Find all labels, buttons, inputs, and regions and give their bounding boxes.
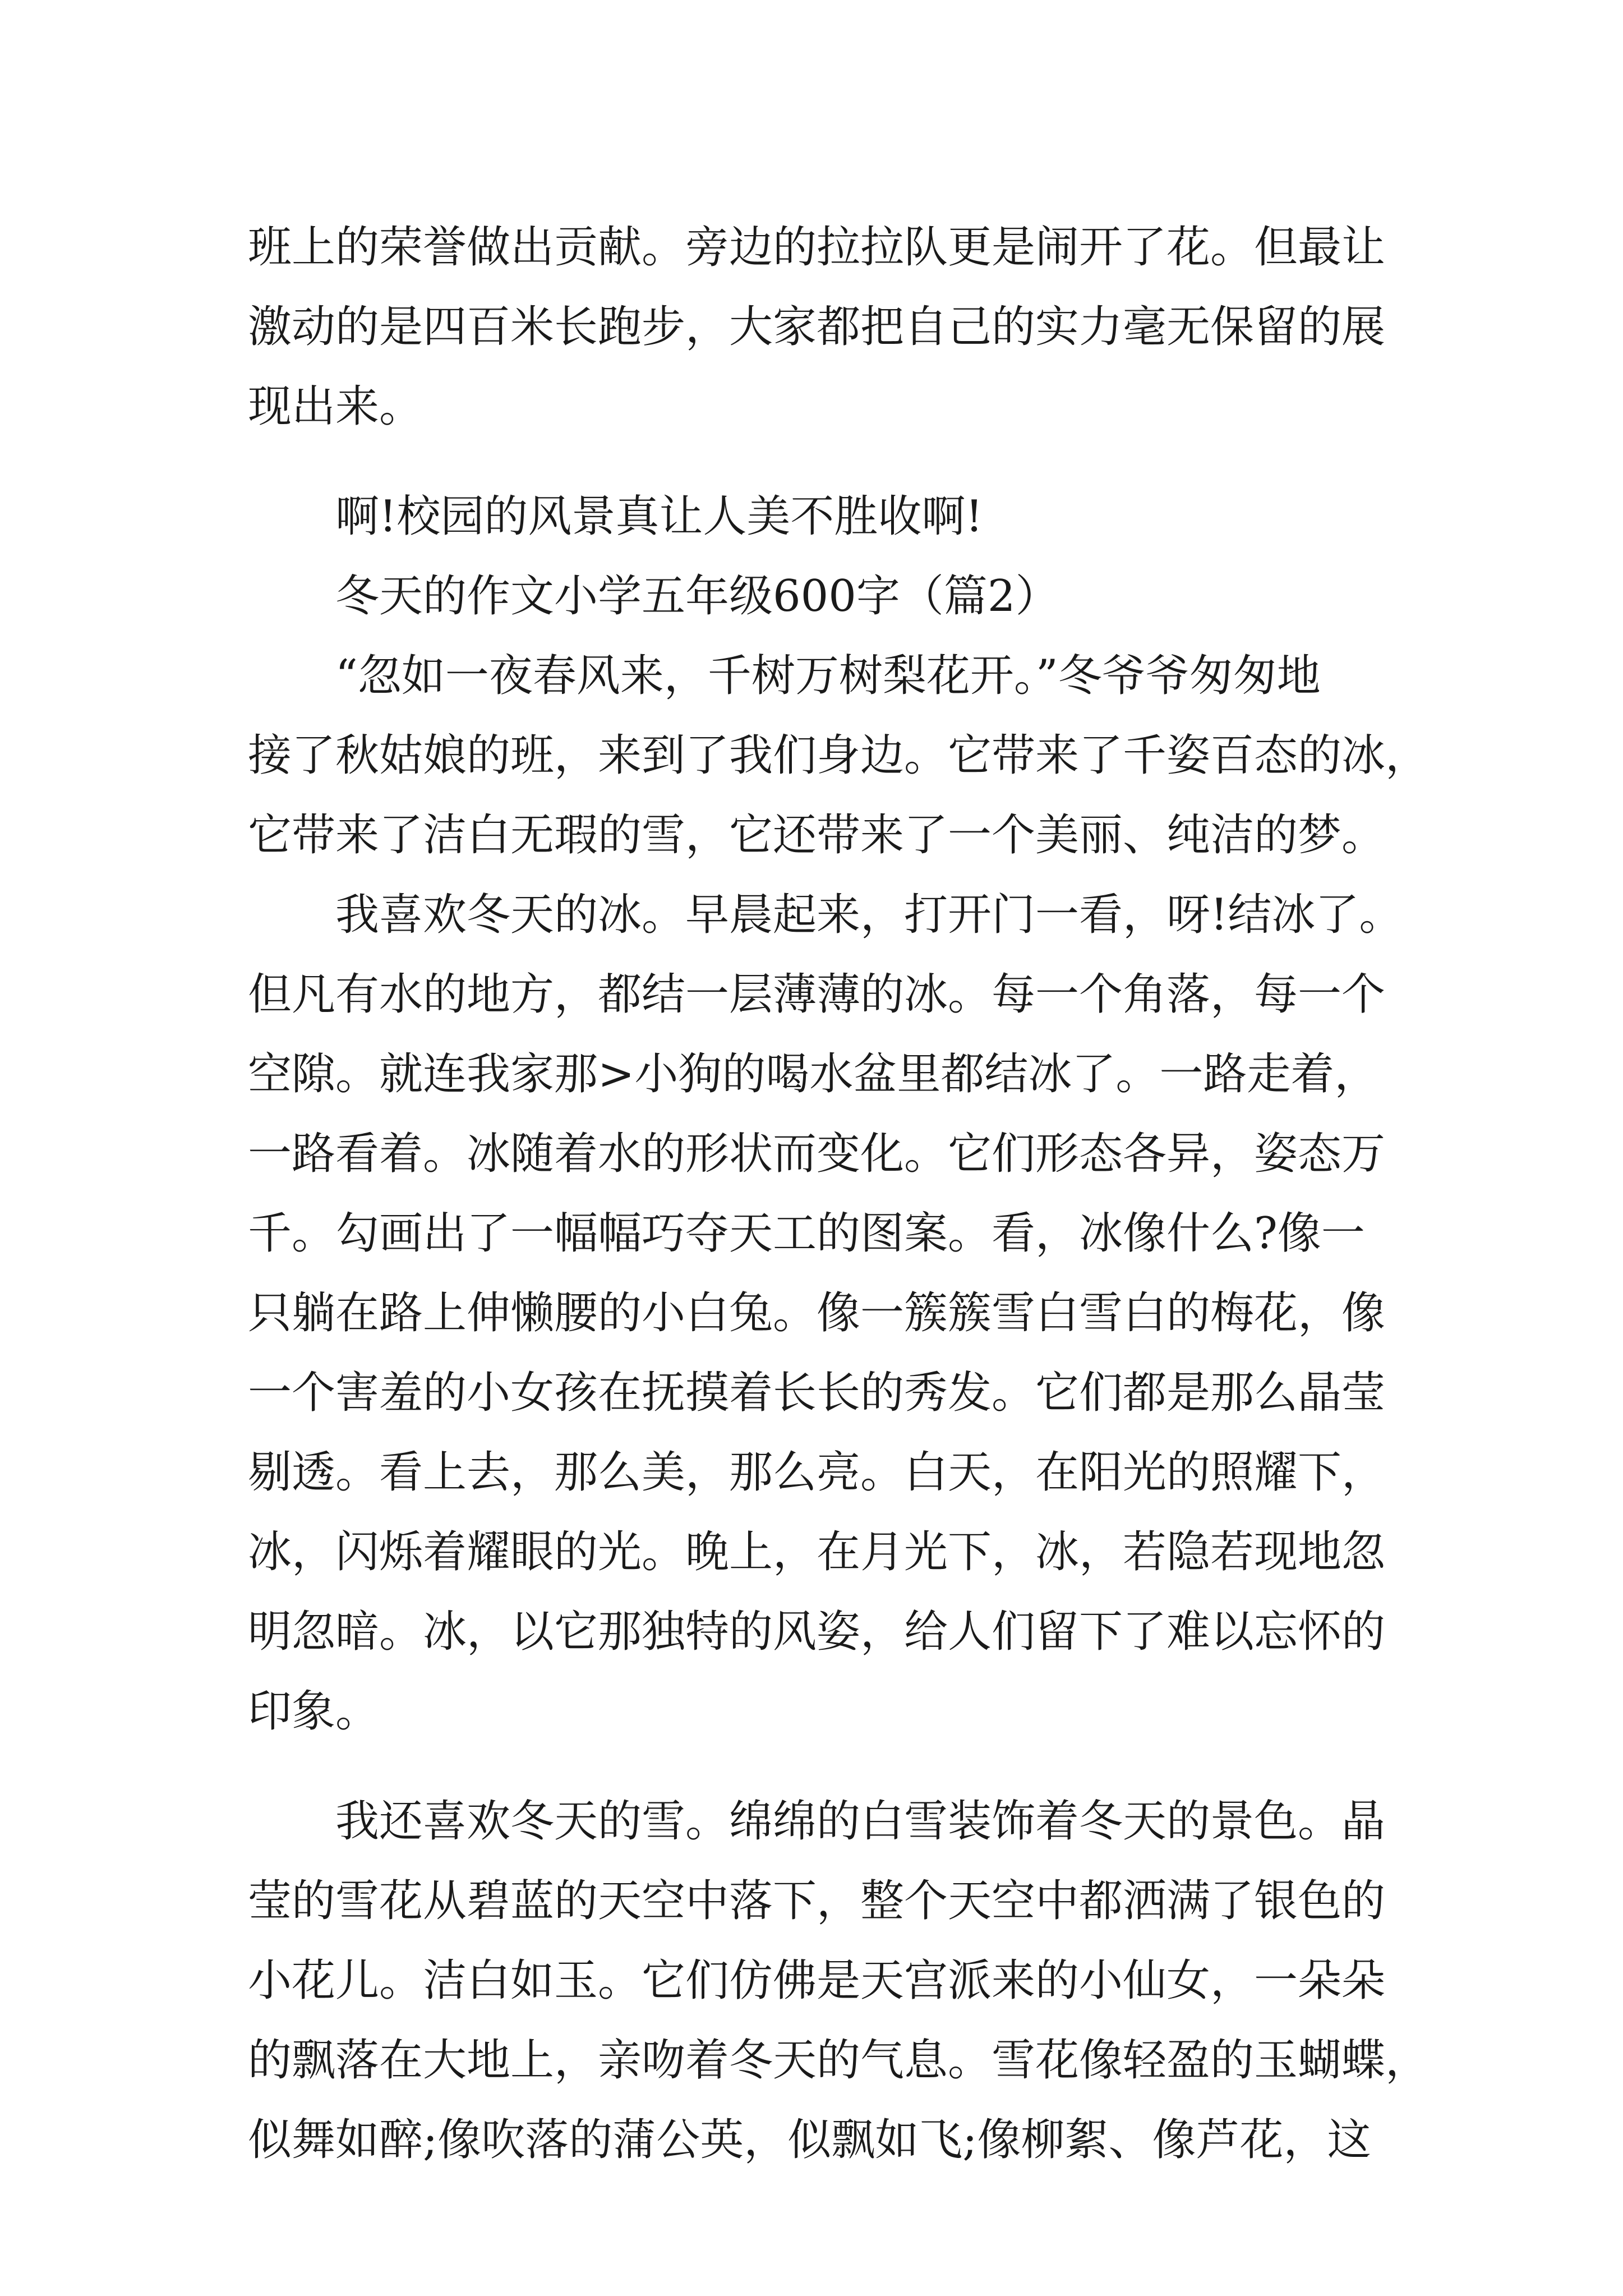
text-line: 接了秋姑娘的班，来到了我们身边。它带来了千姿百态的冰， <box>248 730 1430 781</box>
text-line: 啊!校园的风景真让人美不胜收啊! <box>248 491 983 542</box>
text-line: 一路看着。冰随着水的形状而变化。它们形态各异，姿态万 <box>248 1129 1386 1179</box>
text-line: 的飘落在大地上，亲吻着冬天的气息。雪花像轻盈的玉蝴蝶， <box>248 2035 1430 2086</box>
document-body <box>248 208 1430 2180</box>
text-line: 小花儿。洁白如玉。它们仿佛是天宫派来的小仙女，一朵朵 <box>248 1955 1386 2006</box>
section-heading: 冬天的作文小学五年级600字（篇2） <box>248 571 1059 622</box>
text-line: 它带来了洁白无瑕的雪，它还带来了一个美丽、纯洁的梦。 <box>248 810 1386 861</box>
text-line: 剔透。看上去，那么美，那么亮。白天，在阳光的照耀下， <box>248 1447 1386 1498</box>
text-line: 千。勾画出了一幅幅巧夺天工的图案。看，冰像什么?像一 <box>248 1208 1365 1259</box>
text-line: 莹的雪花从碧蓝的天空中落下，整个天空中都洒满了银色的 <box>248 1876 1386 1926</box>
text-line: 但凡有水的地方，都结一层薄薄的冰。每一个角落，每一个 <box>248 969 1386 1020</box>
text-line: 印象。 <box>248 1686 380 1737</box>
paragraph-gap <box>248 447 1395 477</box>
text-line: 现出来。 <box>248 381 423 432</box>
text-line: 班上的荣誉做出贡献。旁边的拉拉队更是闹开了花。但最让 <box>248 222 1386 273</box>
text-line: 激动的是四百米长跑步，大家都把自己的实力毫无保留的展 <box>248 302 1386 352</box>
text-line: 明忽暗。冰，以它那独特的风姿，给人们留下了难以忘怀的 <box>248 1607 1386 1657</box>
paragraph-gap <box>248 1751 1395 1782</box>
text-line: 我还喜欢冬天的雪。绵绵的白雪装饰着冬天的景色。晶 <box>248 1796 1386 1847</box>
text-line: 冰，闪烁着耀眼的光。晚上，在月光下，冰，若隐若现地忽 <box>248 1527 1386 1577</box>
text-line: 我喜欢冬天的冰。早晨起来，打开门一看，呀!结冰了。 <box>248 890 1403 940</box>
text-line: 一个害羞的小女孩在抚摸着长长的秀发。它们都是那么晶莹 <box>248 1368 1386 1418</box>
text-line: 空隙。就连我家那>小狗的喝水盆里都结冰了。一路走着， <box>248 1049 1378 1099</box>
text-line: 只躺在路上伸懒腰的小白兔。像一簇簇雪白雪白的梅花，像 <box>248 1288 1386 1338</box>
text-line: 似舞如醉;像吹落的蒲公英，似飘如飞;像柳絮、像芦花，这 <box>248 2115 1371 2165</box>
text-line: “忽如一夜春风来，千树万树梨花开。”冬爷爷匆匆地 <box>248 651 1321 701</box>
